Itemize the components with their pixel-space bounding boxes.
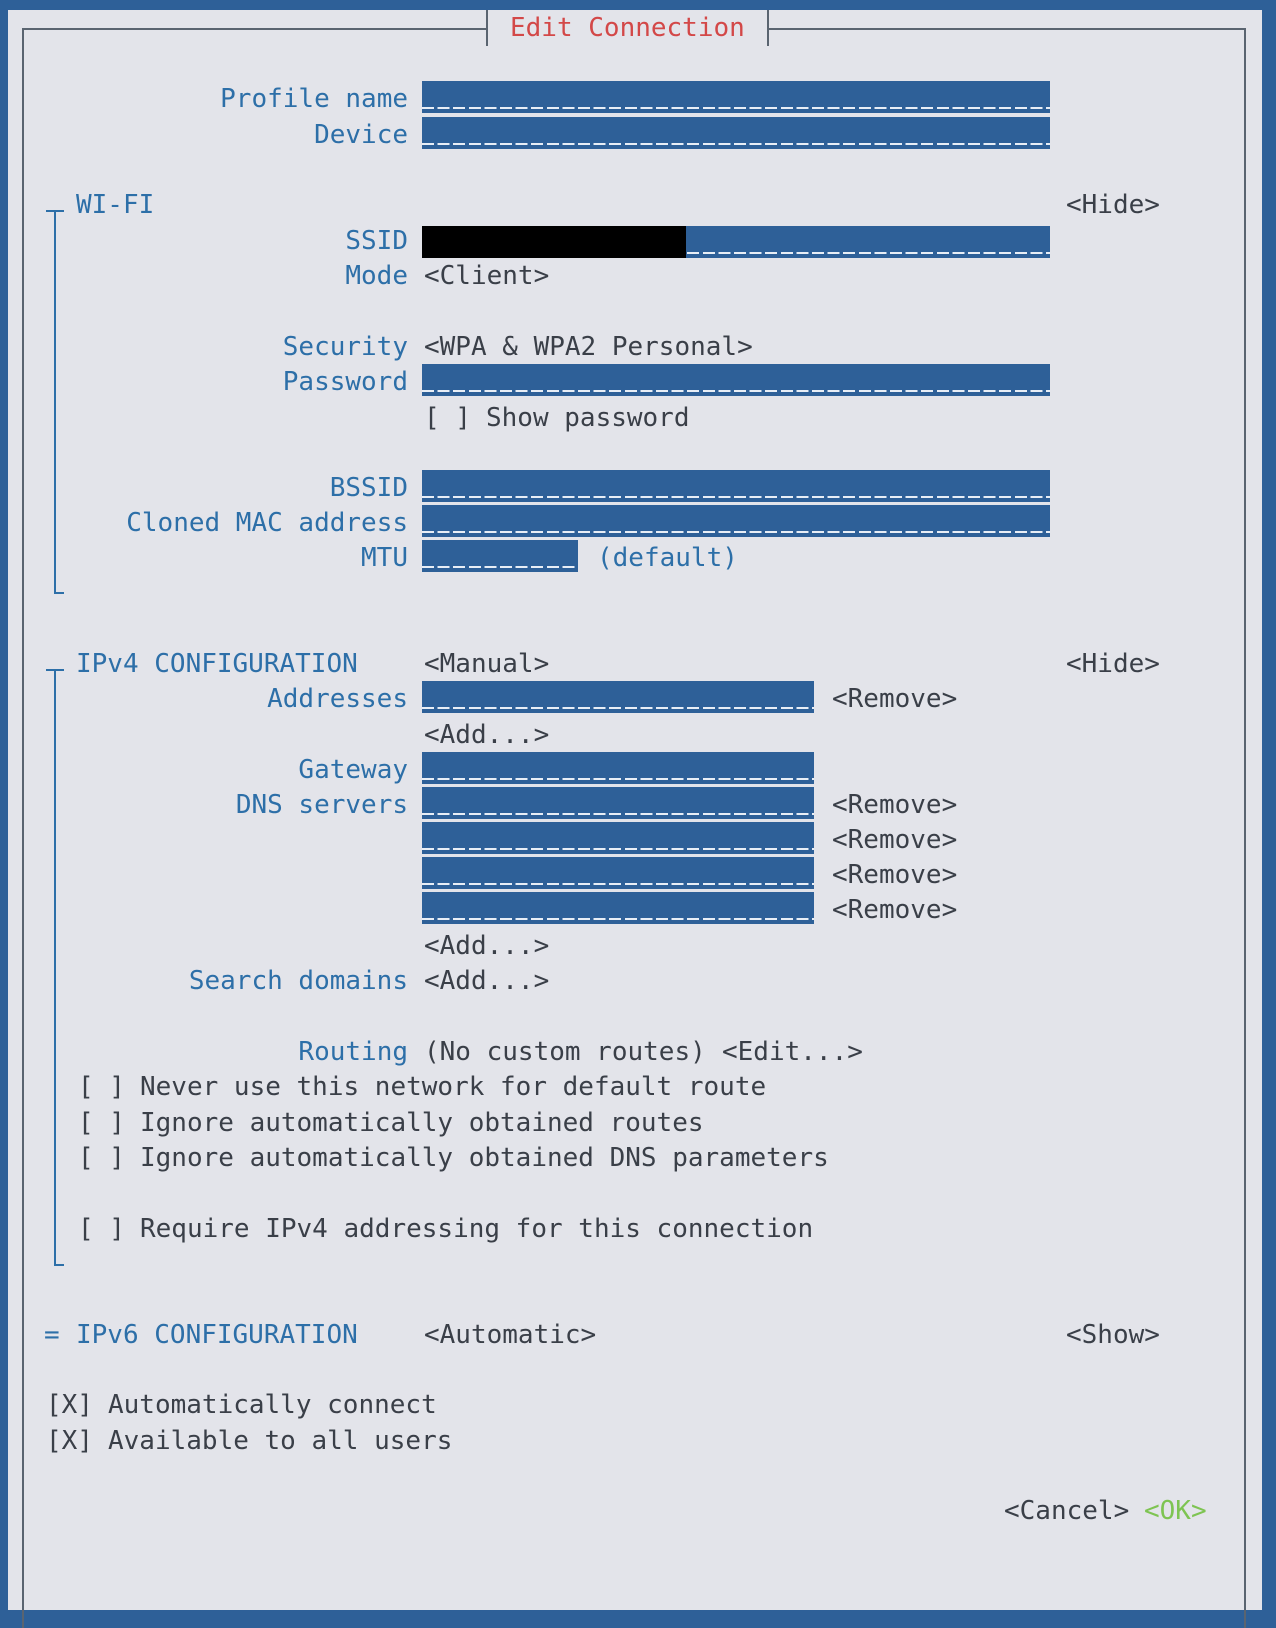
ignore-routes-checkbox[interactable]: [ ] bbox=[78, 1108, 125, 1138]
edit-connection-dialog bbox=[8, 10, 1262, 1610]
search-domains-label: Search domains bbox=[188, 966, 408, 996]
dns-servers-label: DNS servers bbox=[235, 790, 408, 820]
wifi-section-header: WI-FI bbox=[76, 190, 155, 220]
all-users-label: Available to all users bbox=[108, 1426, 453, 1456]
dns-add-button[interactable]: <Add...> bbox=[424, 931, 550, 961]
address-input[interactable] bbox=[422, 681, 814, 713]
bssid-input[interactable] bbox=[422, 470, 1050, 502]
window-edge bbox=[1262, 0, 1276, 44]
ipv4-hide-button[interactable]: <Hide> bbox=[1066, 649, 1160, 679]
redaction-block bbox=[422, 226, 686, 258]
auto-connect-label: Automatically connect bbox=[108, 1390, 437, 1420]
wifi-section-bracket bbox=[54, 210, 64, 594]
profile-name-label: Profile name bbox=[220, 84, 408, 114]
gateway-input[interactable] bbox=[422, 752, 814, 784]
dns-remove-button[interactable]: <Remove> bbox=[832, 860, 958, 890]
ignore-dns-label: Ignore automatically obtained DNS parameters bbox=[140, 1143, 829, 1173]
security-label: Security bbox=[282, 332, 408, 362]
ssid-input[interactable] bbox=[422, 226, 1050, 258]
dns-input[interactable] bbox=[422, 892, 814, 924]
routing-label: Routing bbox=[298, 1037, 408, 1067]
dns-input[interactable] bbox=[422, 787, 814, 819]
mtu-default-note: (default) bbox=[597, 543, 738, 573]
mtu-label: MTU bbox=[361, 543, 408, 573]
password-label: Password bbox=[282, 367, 408, 397]
ssid-label: SSID bbox=[345, 226, 408, 256]
dns-input[interactable] bbox=[422, 822, 814, 854]
ipv6-collapsed-marker: = bbox=[44, 1320, 60, 1350]
ignore-routes-label: Ignore automatically obtained routes bbox=[140, 1108, 704, 1138]
never-default-checkbox[interactable]: [ ] bbox=[78, 1072, 125, 1102]
address-add-button[interactable]: <Add...> bbox=[424, 720, 550, 750]
address-remove-button[interactable]: <Remove> bbox=[832, 684, 958, 714]
bssid-label: BSSID bbox=[329, 473, 408, 503]
mode-select[interactable]: <Client> bbox=[424, 261, 550, 291]
ipv6-method-select[interactable]: <Automatic> bbox=[424, 1320, 597, 1350]
ipv6-show-button[interactable]: <Show> bbox=[1066, 1320, 1160, 1350]
dns-remove-button[interactable]: <Remove> bbox=[832, 825, 958, 855]
show-password-checkbox[interactable]: [ ] bbox=[424, 403, 471, 433]
cloned-mac-input[interactable] bbox=[422, 505, 1050, 537]
routing-edit-button[interactable]: <Edit...> bbox=[722, 1037, 863, 1067]
dns-input[interactable] bbox=[422, 857, 814, 889]
password-input[interactable] bbox=[422, 364, 1050, 396]
show-password-label: Show password bbox=[486, 403, 690, 433]
ipv4-section-header: IPv4 CONFIGURATION bbox=[76, 649, 358, 679]
dns-remove-button[interactable]: <Remove> bbox=[832, 790, 958, 820]
dns-remove-button[interactable]: <Remove> bbox=[832, 895, 958, 925]
ipv6-section-header: IPv6 CONFIGURATION bbox=[76, 1320, 358, 1350]
dialog-title: Edit Connection bbox=[486, 10, 769, 46]
require-ipv4-label: Require IPv4 addressing for this connection bbox=[140, 1214, 814, 1244]
ipv4-method-select[interactable]: <Manual> bbox=[424, 649, 550, 679]
auto-connect-checkbox[interactable]: [X] bbox=[46, 1390, 93, 1420]
wifi-hide-button[interactable]: <Hide> bbox=[1066, 190, 1160, 220]
gateway-label: Gateway bbox=[298, 755, 408, 785]
ipv4-section-bracket bbox=[54, 669, 64, 1266]
profile-name-input[interactable] bbox=[422, 81, 1050, 113]
device-label: Device bbox=[314, 120, 408, 150]
never-default-label: Never use this network for default route bbox=[140, 1072, 767, 1102]
require-ipv4-checkbox[interactable]: [ ] bbox=[78, 1214, 125, 1244]
cloned-mac-label: Cloned MAC address bbox=[126, 508, 408, 538]
search-domains-add-button[interactable]: <Add...> bbox=[424, 966, 550, 996]
routing-value: (No custom routes) bbox=[424, 1037, 706, 1067]
all-users-checkbox[interactable]: [X] bbox=[46, 1426, 93, 1456]
cancel-button[interactable]: <Cancel> bbox=[1004, 1496, 1130, 1526]
ok-button[interactable]: <OK> bbox=[1144, 1496, 1207, 1526]
security-select[interactable]: <WPA & WPA2 Personal> bbox=[424, 332, 753, 362]
mtu-input[interactable] bbox=[422, 540, 578, 572]
ignore-dns-checkbox[interactable]: [ ] bbox=[78, 1143, 125, 1173]
mode-label: Mode bbox=[345, 261, 408, 291]
addresses-label: Addresses bbox=[267, 684, 408, 714]
device-input[interactable] bbox=[422, 117, 1050, 149]
